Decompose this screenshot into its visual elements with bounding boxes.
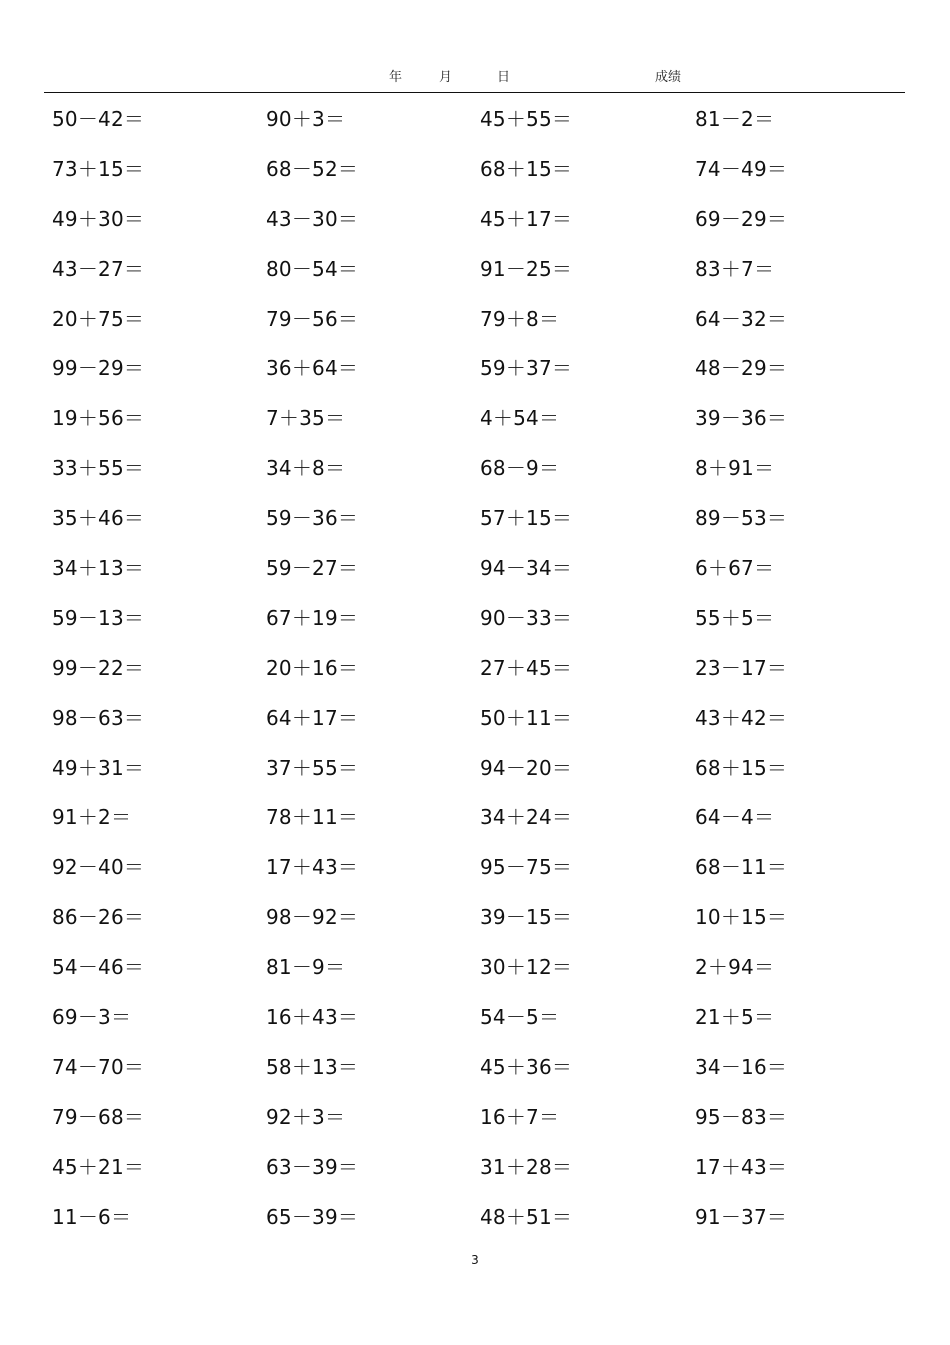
arithmetic-problem: 45＋55＝ [480, 107, 573, 131]
arithmetic-problem: 63－39＝ [266, 1154, 359, 1179]
arithmetic-problem: 48＋51＝ [480, 1204, 573, 1229]
arithmetic-problem: 34＋24＝ [480, 805, 573, 830]
arithmetic-problem: 39－15＝ [480, 905, 573, 930]
arithmetic-problem: 20＋75＝ [52, 306, 145, 331]
arithmetic-problem: 10＋15＝ [695, 905, 788, 930]
arithmetic-problem: 91＋2＝ [52, 805, 132, 830]
arithmetic-problem: 81－2＝ [695, 107, 775, 131]
arithmetic-problem: 36＋64＝ [266, 356, 359, 381]
arithmetic-problem: 94－20＝ [480, 755, 573, 780]
problem-grid [52, 100, 912, 1247]
arithmetic-problem: 94－34＝ [480, 556, 573, 581]
arithmetic-problem: 49＋31＝ [52, 755, 145, 780]
arithmetic-problem: 83＋7＝ [695, 256, 775, 281]
arithmetic-problem: 79＋8＝ [480, 306, 560, 331]
arithmetic-problem: 59－13＝ [52, 605, 145, 630]
page-number: 3 [471, 1253, 479, 1267]
arithmetic-problem: 59－27＝ [266, 556, 359, 581]
score-label: 成绩 [655, 70, 682, 85]
arithmetic-problem: 45＋17＝ [480, 206, 573, 231]
arithmetic-problem: 31＋28＝ [480, 1154, 573, 1179]
arithmetic-problem: 98－63＝ [52, 705, 145, 730]
arithmetic-problem: 67＋19＝ [266, 605, 359, 630]
arithmetic-problem: 16＋43＝ [266, 1005, 359, 1030]
arithmetic-problem: 21＋5＝ [695, 1005, 775, 1030]
arithmetic-problem: 79－56＝ [266, 306, 359, 331]
arithmetic-problem: 95－75＝ [480, 855, 573, 880]
arithmetic-problem: 69－3＝ [52, 1005, 132, 1030]
arithmetic-problem: 64－32＝ [695, 306, 788, 331]
arithmetic-problem: 59＋37＝ [480, 356, 573, 381]
arithmetic-problem: 68－9＝ [480, 456, 560, 481]
arithmetic-problem: 90－33＝ [480, 605, 573, 630]
arithmetic-problem: 17＋43＝ [266, 855, 359, 880]
arithmetic-problem: 49＋30＝ [52, 206, 145, 231]
arithmetic-problem: 4＋54＝ [480, 406, 560, 431]
arithmetic-problem: 11－6＝ [52, 1204, 132, 1229]
arithmetic-problem: 37＋55＝ [266, 755, 359, 780]
arithmetic-problem: 50－42＝ [52, 107, 145, 131]
arithmetic-problem: 6＋67＝ [695, 556, 775, 581]
arithmetic-problem: 20＋16＝ [266, 655, 359, 680]
arithmetic-problem: 98－92＝ [266, 905, 359, 930]
arithmetic-problem: 68＋15＝ [480, 156, 573, 181]
arithmetic-problem: 34＋13＝ [52, 556, 145, 581]
day-label: 日 [497, 70, 511, 85]
arithmetic-problem: 79－68＝ [52, 1104, 145, 1129]
arithmetic-problem: 48－29＝ [695, 356, 788, 381]
arithmetic-problem: 45＋21＝ [52, 1154, 145, 1179]
arithmetic-problem: 43－30＝ [266, 206, 359, 231]
arithmetic-problem: 54－5＝ [480, 1005, 560, 1030]
arithmetic-problem: 55＋5＝ [695, 605, 775, 630]
arithmetic-problem: 80－54＝ [266, 256, 359, 281]
worksheet-header [44, 66, 905, 93]
arithmetic-problem: 54－46＝ [52, 955, 145, 980]
arithmetic-problem: 99－29＝ [52, 356, 145, 381]
arithmetic-problem: 43＋42＝ [695, 705, 788, 730]
arithmetic-problem: 33＋55＝ [52, 456, 145, 481]
arithmetic-problem: 34－16＝ [695, 1054, 788, 1079]
arithmetic-problem: 64＋17＝ [266, 705, 359, 730]
arithmetic-problem: 39－36＝ [695, 406, 788, 431]
arithmetic-problem: 34＋8＝ [266, 456, 346, 481]
arithmetic-problem: 68－11＝ [695, 855, 788, 880]
arithmetic-problem: 69－29＝ [695, 206, 788, 231]
arithmetic-problem: 43－27＝ [52, 256, 145, 281]
arithmetic-problem: 92－40＝ [52, 855, 145, 880]
arithmetic-problem: 73＋15＝ [52, 156, 145, 181]
arithmetic-problem: 23－17＝ [695, 655, 788, 680]
arithmetic-problem: 81－9＝ [266, 955, 346, 980]
arithmetic-problem: 68－52＝ [266, 156, 359, 181]
arithmetic-problem: 99－22＝ [52, 655, 145, 680]
arithmetic-problem: 57＋15＝ [480, 506, 573, 531]
arithmetic-problem: 74－70＝ [52, 1054, 145, 1079]
arithmetic-problem: 92＋3＝ [266, 1104, 346, 1129]
arithmetic-problem: 30＋12＝ [480, 955, 573, 980]
arithmetic-problem: 64－4＝ [695, 805, 775, 830]
arithmetic-problem: 78＋11＝ [266, 805, 359, 830]
arithmetic-problem: 65－39＝ [266, 1204, 359, 1229]
arithmetic-problem: 8＋91＝ [695, 456, 775, 481]
arithmetic-problem: 74－49＝ [695, 156, 788, 181]
arithmetic-problem: 27＋45＝ [480, 655, 573, 680]
arithmetic-problem: 17＋43＝ [695, 1154, 788, 1179]
arithmetic-problem: 7＋35＝ [266, 406, 346, 431]
arithmetic-problem: 58＋13＝ [266, 1054, 359, 1079]
arithmetic-problem: 59－36＝ [266, 506, 359, 531]
arithmetic-problem: 91－37＝ [695, 1204, 788, 1229]
arithmetic-problem: 90＋3＝ [266, 107, 346, 131]
arithmetic-problem: 95－83＝ [695, 1104, 788, 1129]
year-label: 年 [389, 70, 403, 85]
arithmetic-problem: 16＋7＝ [480, 1104, 560, 1129]
arithmetic-problem: 91－25＝ [480, 256, 573, 281]
arithmetic-problem: 50＋11＝ [480, 705, 573, 730]
arithmetic-problem: 45＋36＝ [480, 1054, 573, 1079]
arithmetic-problem: 68＋15＝ [695, 755, 788, 780]
arithmetic-problem: 2＋94＝ [695, 955, 775, 980]
arithmetic-problem: 86－26＝ [52, 905, 145, 930]
arithmetic-problem: 19＋56＝ [52, 406, 145, 431]
arithmetic-problem: 89－53＝ [695, 506, 788, 531]
arithmetic-problem: 35＋46＝ [52, 506, 145, 531]
month-label: 月 [439, 70, 453, 85]
